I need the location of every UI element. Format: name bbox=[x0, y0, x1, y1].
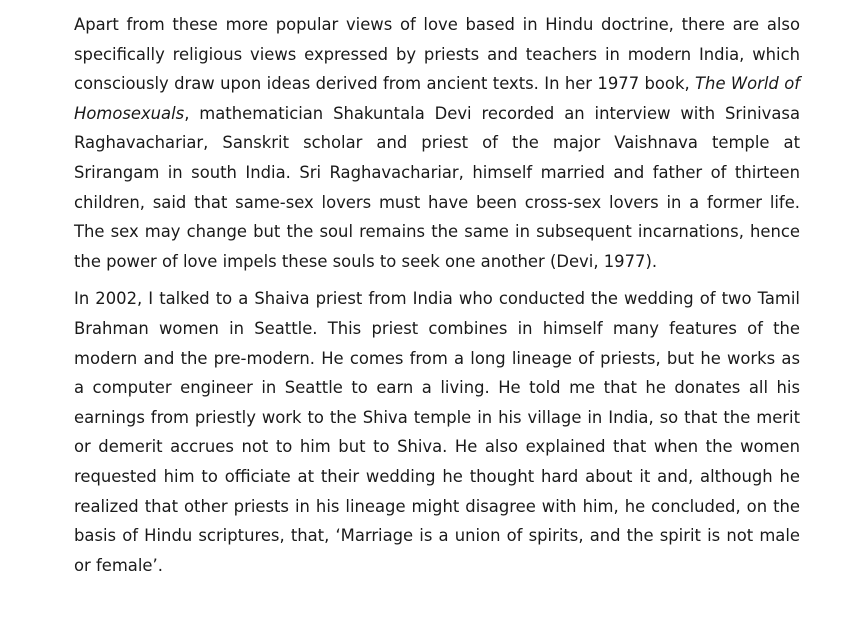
paragraph-2-text: In 2002, I talked to a Shaiva priest from India who conducted the wedding of two Tamil Brahman women in Seattle. This priest combines in himself many features of the modern and the pre-modern. He comes from a long lineage of priests, but he works as a computer engineer in Seattle to earn a living. He told me that he donates all his earnings from priestly work to the Shiva temple in his village in India, so that the merit or demerit accrues not to him but to Shiva. He also explained that when the women requested him to officiate at their wedding he thought hard about it and, although he realized that other priests in his lineage might disagree with him, he concluded, on the basis of Hindu scriptures, that, ‘Marriage is a union of spirits, and the spirit is not male or female’. bbox=[74, 289, 800, 575]
book-title: The World of Homosexuals bbox=[74, 74, 801, 123]
document-page bbox=[74, 10, 800, 580]
paragraph-1 bbox=[74, 10, 800, 276]
paragraph-1-text-end: , mathematician Shakuntala Devi recorded an interview with Srinivasa Raghavachariar, Sanskrit scholar and priest of the major Vaishnava temple at Srirangam in south India. Sri Raghavachariar, himself married and father of thirteen children, said that same-sex lovers must have been cross-sex lovers in a former life. The sex may change but the soul remains the same in subsequent incarnations, hence the power of love impels these souls to seek one another (Devi, 1977). bbox=[74, 103, 800, 271]
paragraph-2 bbox=[74, 284, 800, 580]
paragraph-1-text-start: Apart from these more popular views of love based in Hindu doctrine, there are also specifically religious views expressed by priests and teachers in modern India, which consciously draw upon ideas derived from ancient texts. In her 1977 book, bbox=[74, 15, 800, 94]
